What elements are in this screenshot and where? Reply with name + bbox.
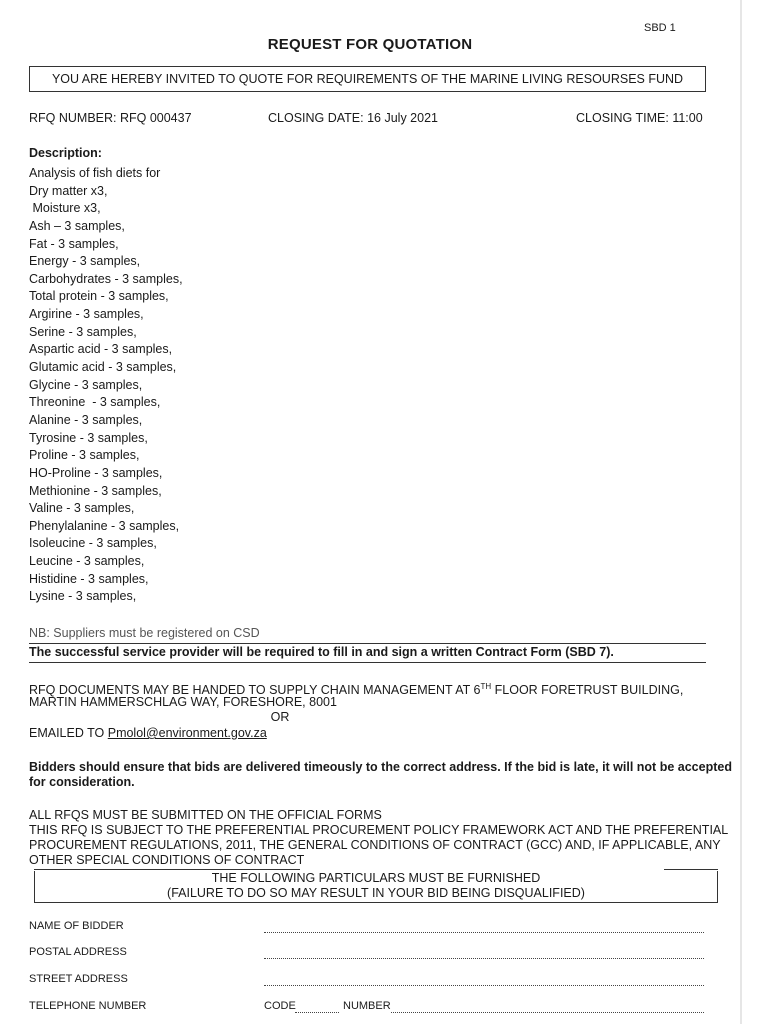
list-item: Ash – 3 samples, <box>29 218 125 233</box>
list-item: Proline - 3 samples, <box>29 448 140 463</box>
list-item: Threonine - 3 samples, <box>29 395 161 410</box>
divider <box>664 869 718 870</box>
list-item: Lysine - 3 samples, <box>29 589 137 604</box>
csd-note: NB: Suppliers must be registered on CSD <box>29 626 260 640</box>
list-item: Tyrosine - 3 samples, <box>29 430 148 445</box>
postal-address-label: POSTAL ADDRESS <box>29 946 127 958</box>
conditions-line: OTHER SPECIAL CONDITIONS OF CONTRACT <box>29 853 305 867</box>
or-separator: OR <box>270 710 290 724</box>
list-item: Moisture x3, <box>29 201 101 216</box>
closing-time: CLOSING TIME: 11:00 <box>576 111 703 125</box>
particulars-heading: THE FOLLOWING PARTICULARS MUST BE FURNISHED <box>211 871 541 885</box>
invitation-box: YOU ARE HEREBY INVITED TO QUOTE FOR REQUIREMENTS OF THE MARINE LIVING RESOURSES FUND <box>29 66 706 92</box>
list-item: Carbohydrates - 3 samples, <box>29 271 183 286</box>
list-item: Alanine - 3 samples, <box>29 412 143 427</box>
list-item: Glycine - 3 samples, <box>29 377 143 392</box>
divider <box>34 869 300 870</box>
list-item: Histidine - 3 samples, <box>29 571 149 586</box>
particulars-box <box>34 871 718 903</box>
conditions-line: ALL RFQS MUST BE SUBMITTED ON THE OFFICIAL FORMS <box>29 808 382 822</box>
bidder-name-field[interactable] <box>264 931 704 933</box>
list-item: Energy - 3 samples, <box>29 254 141 269</box>
street-address-field[interactable] <box>264 984 704 986</box>
list-item: Methionine - 3 samples, <box>29 483 162 498</box>
list-item: Total protein - 3 samples, <box>29 289 169 304</box>
closing-date: CLOSING DATE: 16 July 2021 <box>268 111 438 125</box>
list-item: Valine - 3 samples, <box>29 501 135 516</box>
ordinal-suffix: TH <box>480 682 492 691</box>
bidder-name-label: NAME OF BIDDER <box>29 920 124 932</box>
telephone-code-field[interactable] <box>295 1011 339 1013</box>
delivery-text: FLOOR FORETRUST BUILDING, <box>491 683 684 698</box>
list-item: HO-Proline - 3 samples, <box>29 465 163 480</box>
page-title: REQUEST FOR QUOTATION <box>267 36 473 53</box>
contract-note: The successful service provider will be required to fill in and sign a written Contract Form (SBD 7). <box>29 645 614 659</box>
page-edge <box>740 0 742 1024</box>
list-item: Phenylalanine - 3 samples, <box>29 518 180 533</box>
delivery-street-line: MARTIN HAMMERSCHLAG WAY, FORESHORE, 8001 <box>29 695 337 709</box>
description-list <box>29 165 183 606</box>
email-link[interactable]: Pmolol@environment.gov.za <box>107 726 267 740</box>
list-item: Dry matter x3, <box>29 183 108 198</box>
list-item: Aspartic acid - 3 samples, <box>29 342 173 357</box>
postal-address-field[interactable] <box>264 957 704 959</box>
telephone-number-label: NUMBER <box>343 1000 391 1012</box>
list-item: Fat - 3 samples, <box>29 236 119 251</box>
delivery-text: RFQ DOCUMENTS MAY BE HANDED TO SUPPLY CHAIN MANAGEMENT AT 6 <box>29 683 481 698</box>
list-item: Glutamic acid - 3 samples, <box>29 360 177 375</box>
list-item: Serine - 3 samples, <box>29 324 137 339</box>
list-item: Argirine - 3 samples, <box>29 307 144 322</box>
list-item: Analysis of fish diets for <box>29 166 161 180</box>
rfq-number: RFQ NUMBER: RFQ 000437 <box>29 111 192 125</box>
late-bid-warning-cont: for consideration. <box>29 775 135 789</box>
conditions-line: THIS RFQ IS SUBJECT TO THE PREFERENTIAL PROCUREMENT POLICY FRAMEWORK ACT AND THE PREFERENTIAL <box>29 823 729 837</box>
divider <box>29 662 706 663</box>
description-heading: Description: <box>29 146 102 160</box>
email-line <box>29 726 267 741</box>
telephone-label: TELEPHONE NUMBER <box>29 1000 147 1012</box>
conditions-line: PROCUREMENT REGULATIONS, 2011, THE GENERAL CONDITIONS OF CONTRACT (GCC) AND, IF APPLICABLE, ANY <box>29 838 721 852</box>
email-prefix: EMAILED TO <box>29 726 108 740</box>
list-item: Leucine - 3 samples, <box>29 554 145 569</box>
divider <box>29 643 706 644</box>
late-bid-warning: Bidders should ensure that bids are delivered timeously to the correct address. If the bid is late, it will not be accepted <box>29 760 732 774</box>
particulars-warning: (FAILURE TO DO SO MAY RESULT IN YOUR BID BEING DISQUALIFIED) <box>167 886 585 900</box>
telephone-number-field[interactable] <box>391 1011 704 1013</box>
telephone-code-label: CODE <box>264 1000 296 1012</box>
list-item: Isoleucine - 3 samples, <box>29 536 157 551</box>
street-address-label: STREET ADDRESS <box>29 973 128 985</box>
form-code: SBD 1 <box>644 22 676 34</box>
